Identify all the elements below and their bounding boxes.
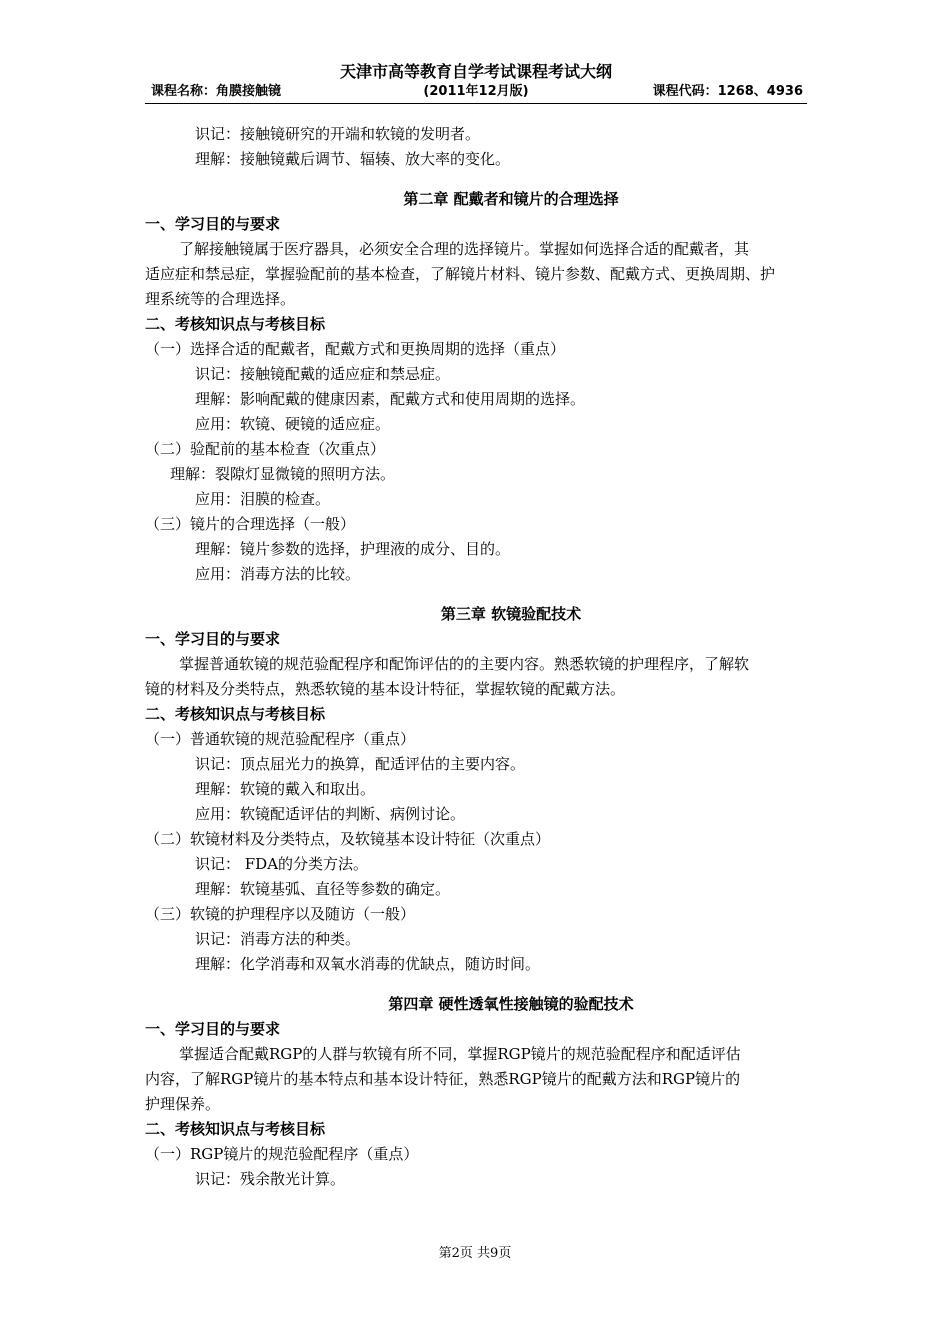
text-line: 应用：泪膜的检查。 bbox=[195, 490, 331, 508]
text-line: 理解：化学消毒和双氧水消毒的优缺点，随访时间。 bbox=[195, 955, 541, 973]
text-line: 理解：接触镜戴后调节、辐辏、放大率的变化。 bbox=[195, 150, 511, 168]
text-line: 识记：顶点屈光力的换算，配适评估的主要内容。 bbox=[195, 755, 526, 773]
paragraph-line: 内容，了解RGP镜片的基本特点和基本设计特征，熟悉RGP镜片的配戴方法和RGP镜片的 bbox=[145, 1070, 741, 1088]
text-line: 应用：软镜配适评估的判断、病例讨论。 bbox=[195, 805, 466, 823]
section-heading: 二、考核知识点与考核目标 bbox=[145, 315, 326, 333]
text-line: 应用：消毒方法的比较。 bbox=[195, 565, 361, 583]
page-header-title: 天津市高等教育自学考试课程考试大纲 bbox=[339, 62, 612, 81]
section-heading: 二、考核知识点与考核目标 bbox=[145, 705, 326, 723]
subsection-heading: （三）软镜的护理程序以及随访（一般） bbox=[145, 905, 416, 923]
text-line: 应用：软镜、硬镜的适应症。 bbox=[195, 415, 391, 433]
subsection-heading: （一）普通软镜的规范验配程序（重点） bbox=[145, 730, 416, 748]
section-heading: 一、学习目的与要求 bbox=[145, 630, 281, 648]
subsection-heading: （二）验配前的基本检查（次重点） bbox=[145, 440, 386, 458]
text-line: 理解：软镜的戴入和取出。 bbox=[195, 780, 376, 798]
document-body bbox=[145, 122, 807, 1192]
text-line: 识记：接触镜研究的开端和软镜的发明者。 bbox=[195, 125, 481, 143]
paragraph-line: 掌握普通软镜的规范验配程序和配饰评估的的主要内容。熟悉软镜的护理程序，了解软 bbox=[179, 655, 750, 673]
section-heading: 一、学习目的与要求 bbox=[145, 215, 281, 233]
text-line: 理解：裂隙灯显微镜的照明方法。 bbox=[170, 465, 396, 483]
page-header-row bbox=[145, 83, 807, 104]
text-line: 识记：残余散光计算。 bbox=[195, 1170, 346, 1188]
text-line: 识记：接触镜配戴的适应症和禁忌症。 bbox=[195, 365, 451, 383]
text-line: 识记： FDA的分类方法。 bbox=[195, 855, 369, 873]
section-heading: 一、学习目的与要求 bbox=[145, 1020, 281, 1038]
chapter-title: 第四章 硬性透氧性接触镜的验配技术 bbox=[388, 995, 634, 1013]
text-line: 理解：软镜基弧、直径等参数的确定。 bbox=[195, 880, 451, 898]
paragraph-line: 镜的材料及分类特点，熟悉软镜的基本设计特征，掌握软镜的配戴方法。 bbox=[145, 680, 626, 698]
text-line: 识记：消毒方法的种类。 bbox=[195, 930, 361, 948]
subsection-heading: （三）镜片的合理选择（一般） bbox=[145, 515, 356, 533]
header-course-code: 课程代码：1268、4936 bbox=[652, 84, 803, 99]
header-course-name: 课程名称：角膜接触镜 bbox=[151, 84, 282, 99]
paragraph-line: 适应症和禁忌症，掌握验配前的基本检查，了解镜片材料、镜片参数、配戴方式、更换周期、护 bbox=[145, 265, 776, 283]
text-line: 理解：影响配戴的健康因素，配戴方式和使用周期的选择。 bbox=[195, 390, 586, 408]
chapter-title: 第二章 配戴者和镜片的合理选择 bbox=[403, 190, 619, 208]
subsection-heading: （一）RGP镜片的规范验配程序（重点） bbox=[145, 1145, 419, 1163]
page-footer: 第2页 共9页 bbox=[438, 1246, 512, 1261]
paragraph-line: 掌握适合配戴RGP的人群与软镜有所不同，掌握RGP镜片的规范验配程序和配适评估 bbox=[179, 1045, 741, 1063]
section-heading: 二、考核知识点与考核目标 bbox=[145, 1120, 326, 1138]
text-line: 理解：镜片参数的选择，护理液的成分、目的。 bbox=[195, 540, 511, 558]
paragraph-line: 理系统等的合理选择。 bbox=[145, 290, 296, 308]
paragraph-line: 了解接触镜属于医疗器具，必须安全合理的选择镜片。掌握如何选择合适的配戴者，其 bbox=[179, 240, 750, 258]
header-edition: (2011年12月版) bbox=[423, 84, 529, 99]
paragraph-line: 护理保养。 bbox=[145, 1095, 221, 1113]
subsection-heading: （一）选择合适的配戴者，配戴方式和更换周期的选择（重点） bbox=[145, 340, 566, 358]
subsection-heading: （二）软镜材料及分类特点，及软镜基本设计特征（次重点） bbox=[145, 830, 551, 848]
chapter-title: 第三章 软镜验配技术 bbox=[440, 605, 582, 623]
